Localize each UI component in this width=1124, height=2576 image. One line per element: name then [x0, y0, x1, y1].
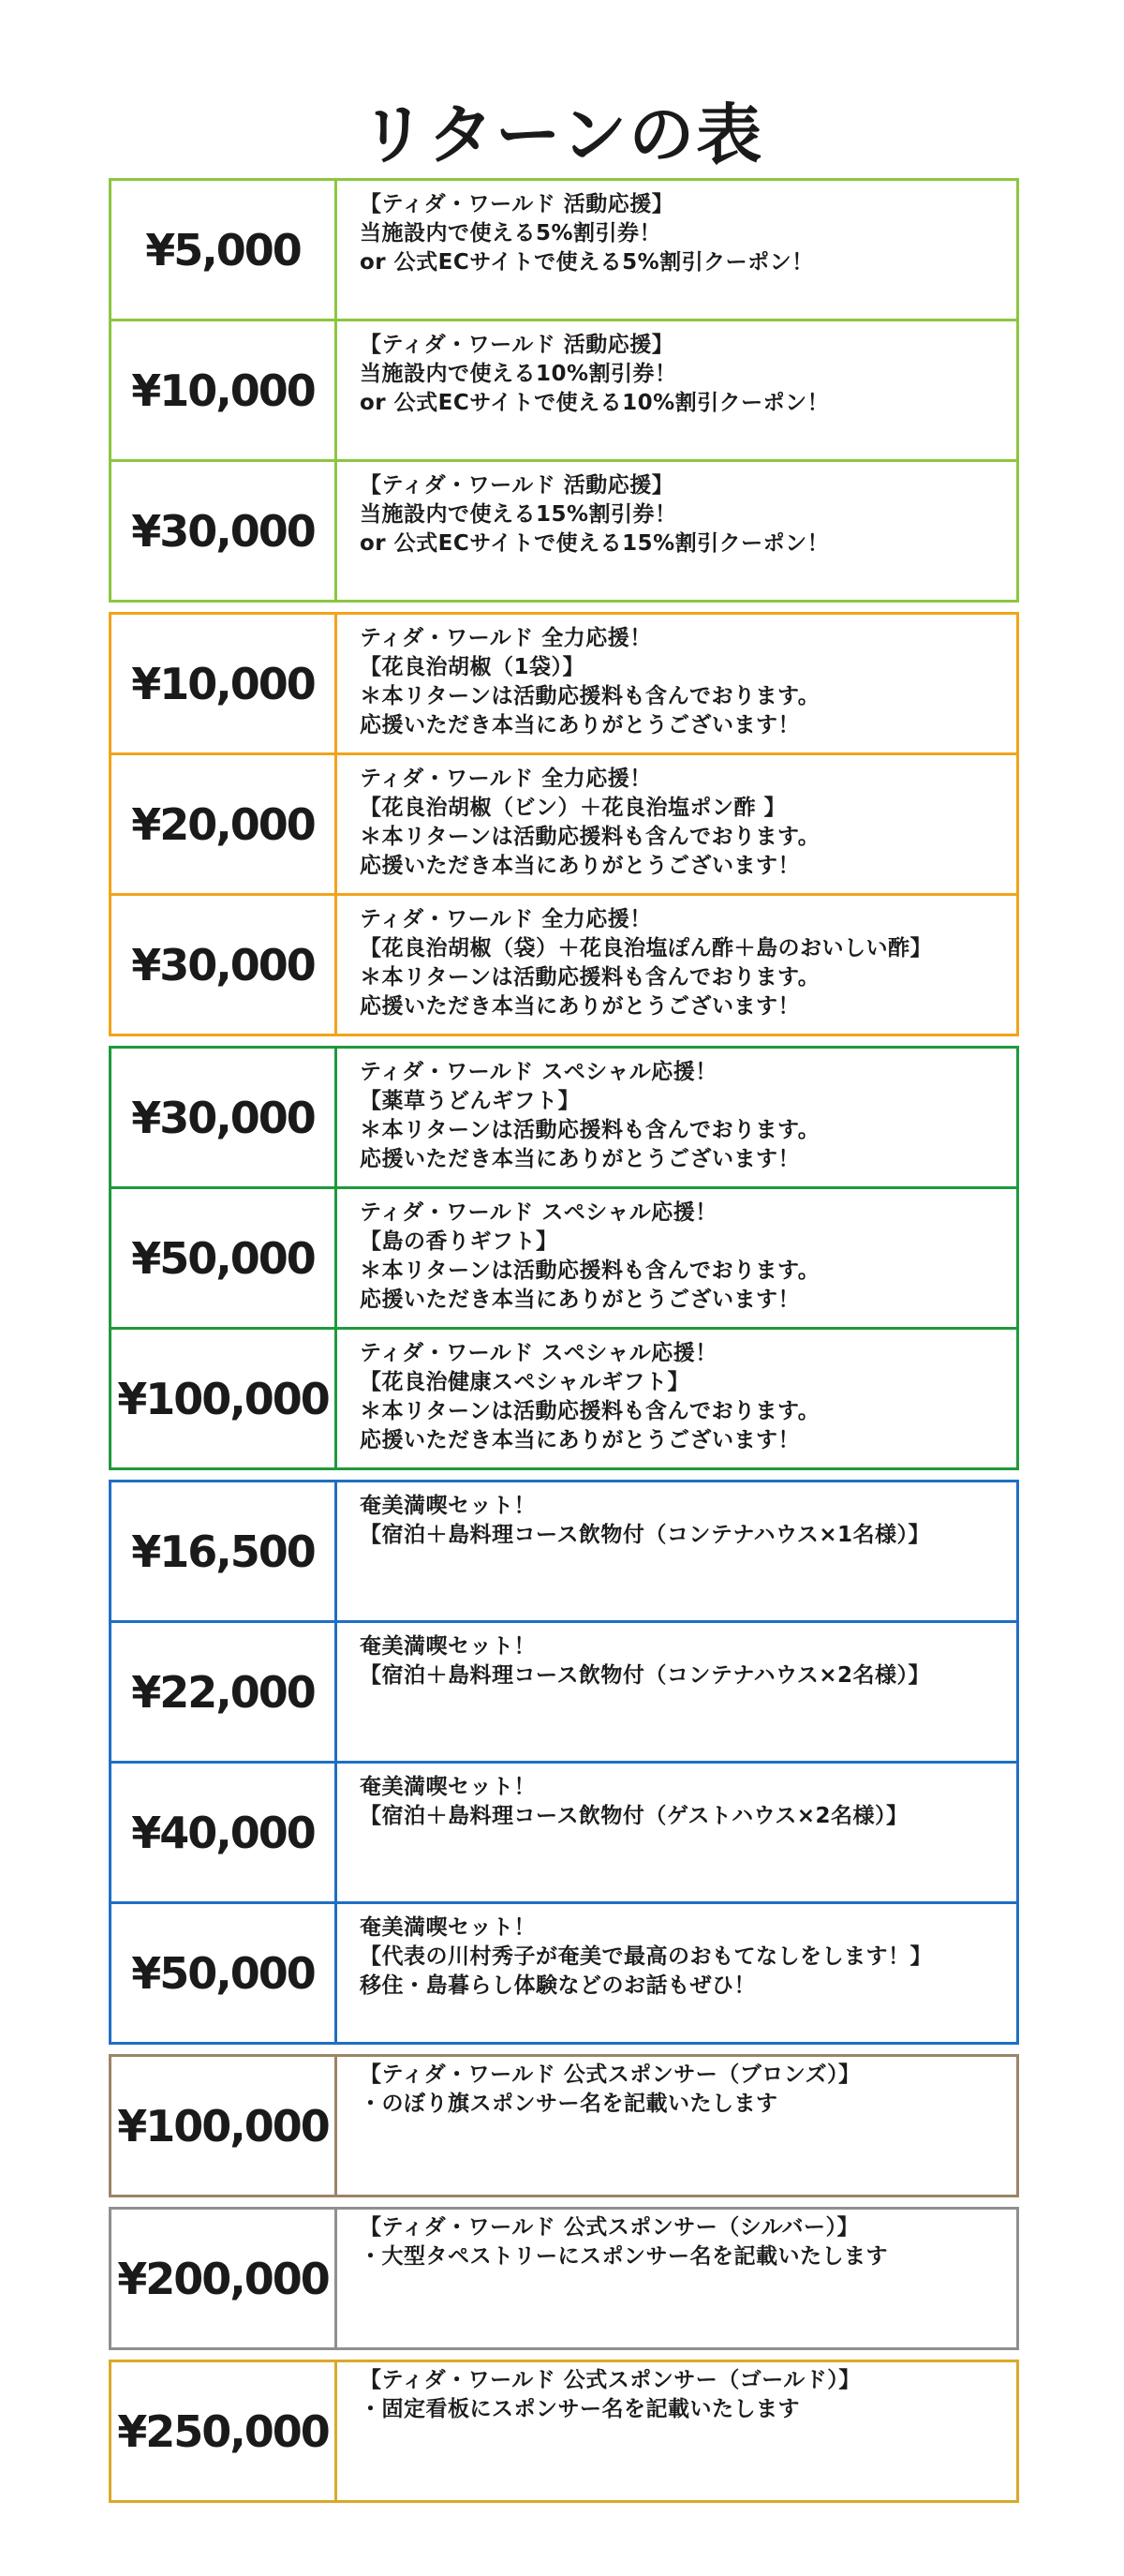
description-line: 【宿泊＋島料理コース飲物付（コンテナハウス×1名様）】	[360, 1523, 931, 1547]
description-line: ・のぼり旗スポンサー名を記載いたします	[360, 2092, 778, 2116]
return-row	[111, 1049, 1016, 1186]
description-line: 奄美満喫セット！	[360, 1494, 536, 1518]
description-line: 【薬草うどんギフト】	[360, 1089, 580, 1113]
return-description	[337, 1330, 1016, 1467]
return-price: ¥16,500	[111, 1482, 337, 1620]
return-group-special-support	[109, 1046, 1019, 1470]
return-description	[337, 755, 1016, 893]
description-line: 奄美満喫セット！	[360, 1634, 536, 1659]
return-price: ¥40,000	[111, 1764, 337, 1901]
description-line: 応援いただき本当にありがとうございます！	[360, 713, 800, 737]
return-group-full-support	[109, 612, 1019, 1036]
return-description	[337, 615, 1016, 752]
return-group-sponsor-bronze	[109, 2054, 1019, 2197]
return-row	[111, 615, 1016, 752]
return-description	[337, 2210, 1016, 2347]
return-description	[337, 896, 1016, 1034]
return-row	[111, 1327, 1016, 1467]
description-line: 【花良治胡椒（袋）＋花良治塩ぽん酢＋島のおいしい酢】	[360, 936, 932, 960]
description-line: 【ティダ・ワールド 公式スポンサー（ブロンズ）】	[360, 2062, 861, 2087]
description-line: 【花良治胡椒（ビン）＋花良治塩ポン酢 】	[360, 796, 787, 820]
page-title: リターンの表	[360, 96, 764, 173]
description-line: 【代表の川村秀子が奄美で最高のおもてなしをします！】	[360, 1944, 932, 1969]
return-row	[111, 752, 1016, 893]
description-line: ティダ・ワールド スペシャル応援！	[360, 1341, 717, 1365]
return-row	[111, 2362, 1016, 2500]
return-description	[337, 321, 1016, 459]
description-line: 応援いただき本当にありがとうございます！	[360, 1288, 800, 1312]
return-price: ¥30,000	[111, 462, 337, 600]
description-line: ティダ・ワールド 全力応援！	[360, 767, 652, 791]
return-price: ¥10,000	[111, 321, 337, 459]
description-line: ＊本リターンは活動応援料も含んでおります。	[360, 965, 821, 990]
description-line: 【花良治胡椒（1袋）】	[360, 655, 585, 679]
description-line: ティダ・ワールド スペシャル応援！	[360, 1060, 717, 1084]
return-description	[337, 1189, 1016, 1327]
return-price: ¥50,000	[111, 1904, 337, 2042]
return-price: ¥10,000	[111, 615, 337, 752]
description-line: 当施設内で使える5%割引券！	[360, 221, 662, 246]
return-description	[337, 1482, 1016, 1620]
description-line: 【ティダ・ワールド 活動応援】	[360, 192, 674, 216]
return-row	[111, 2057, 1016, 2195]
description-line: 応援いただき本当にありがとうございます！	[360, 994, 800, 1019]
description-line: 【ティダ・ワールド 活動応援】	[360, 473, 674, 498]
return-row	[111, 893, 1016, 1034]
description-line: or 公式ECサイトで使える5%割引クーポン！	[360, 250, 814, 275]
return-row	[111, 1482, 1016, 1620]
return-price: ¥30,000	[111, 896, 337, 1034]
return-description	[337, 181, 1016, 319]
description-line: ＊本リターンは活動応援料も含んでおります。	[360, 825, 821, 849]
return-row	[111, 459, 1016, 600]
return-row	[111, 1620, 1016, 1761]
return-group-amami-set	[109, 1480, 1019, 2045]
return-group-activity-support	[109, 178, 1019, 603]
description-line: 【ティダ・ワールド 活動応援】	[360, 333, 674, 357]
description-line: 当施設内で使える10%割引券！	[360, 362, 677, 386]
description-line: 【宿泊＋島料理コース飲物付（コンテナハウス×2名様）】	[360, 1663, 931, 1688]
description-line: ・固定看板にスポンサー名を記載いたします	[360, 2397, 800, 2421]
return-price: ¥30,000	[111, 1049, 337, 1186]
description-line: or 公式ECサイトで使える15%割引クーポン！	[360, 531, 830, 556]
description-line: 応援いただき本当にありがとうございます！	[360, 1428, 800, 1452]
description-line: ＊本リターンは活動応援料も含んでおります。	[360, 1399, 821, 1423]
description-line: ティダ・ワールド 全力応援！	[360, 626, 652, 650]
return-group-sponsor-silver	[109, 2207, 1019, 2350]
description-line: 奄美満喫セット！	[360, 1775, 536, 1799]
return-row	[111, 319, 1016, 459]
return-description	[337, 2362, 1016, 2500]
return-price: ¥50,000	[111, 1189, 337, 1327]
description-line: ＊本リターンは活動応援料も含んでおります。	[360, 1118, 821, 1142]
return-price: ¥20,000	[111, 755, 337, 893]
returns-table	[109, 178, 1019, 2512]
description-line: ＊本リターンは活動応援料も含んでおります。	[360, 1258, 821, 1283]
description-line: ・大型タペストリーにスポンサー名を記載いたします	[360, 2244, 888, 2269]
description-line: 移住・島暮らし体験などのお話もぜひ！	[360, 1973, 756, 1998]
return-description	[337, 2057, 1016, 2195]
description-line: 当施設内で使える15%割引券！	[360, 502, 677, 527]
description-line: 奄美満喫セット！	[360, 1915, 536, 1940]
return-row	[111, 2210, 1016, 2347]
return-group-sponsor-gold	[109, 2360, 1019, 2503]
return-description	[337, 1764, 1016, 1901]
return-price: ¥100,000	[111, 2057, 337, 2195]
return-price: ¥5,000	[111, 181, 337, 319]
return-price: ¥100,000	[111, 1330, 337, 1467]
return-description	[337, 462, 1016, 600]
return-description	[337, 1904, 1016, 2042]
description-line: 【宿泊＋島料理コース飲物付（ゲストハウス×2名様）】	[360, 1804, 909, 1828]
description-line: 【ティダ・ワールド 公式スポンサー（シルバー）】	[360, 2215, 860, 2240]
description-line: 応援いただき本当にありがとうございます！	[360, 854, 800, 878]
return-description	[337, 1049, 1016, 1186]
description-line: 応援いただき本当にありがとうございます！	[360, 1147, 800, 1171]
return-price: ¥250,000	[111, 2362, 337, 2500]
description-line: 【ティダ・ワールド 公式スポンサー（ゴールド）】	[360, 2368, 861, 2392]
return-price: ¥200,000	[111, 2210, 337, 2347]
description-line: 【花良治健康スペシャルギフト】	[360, 1370, 690, 1394]
description-line: ティダ・ワールド スペシャル応援！	[360, 1200, 717, 1225]
return-row	[111, 1186, 1016, 1327]
return-row	[111, 181, 1016, 319]
description-line: ＊本リターンは活動応援料も含んでおります。	[360, 684, 821, 708]
return-row	[111, 1761, 1016, 1901]
return-row	[111, 1901, 1016, 2042]
description-line: ティダ・ワールド 全力応援！	[360, 907, 652, 931]
description-line: 【島の香りギフト】	[360, 1229, 558, 1254]
description-line: or 公式ECサイトで使える10%割引クーポン！	[360, 391, 830, 415]
return-description	[337, 1623, 1016, 1761]
return-price: ¥22,000	[111, 1623, 337, 1761]
